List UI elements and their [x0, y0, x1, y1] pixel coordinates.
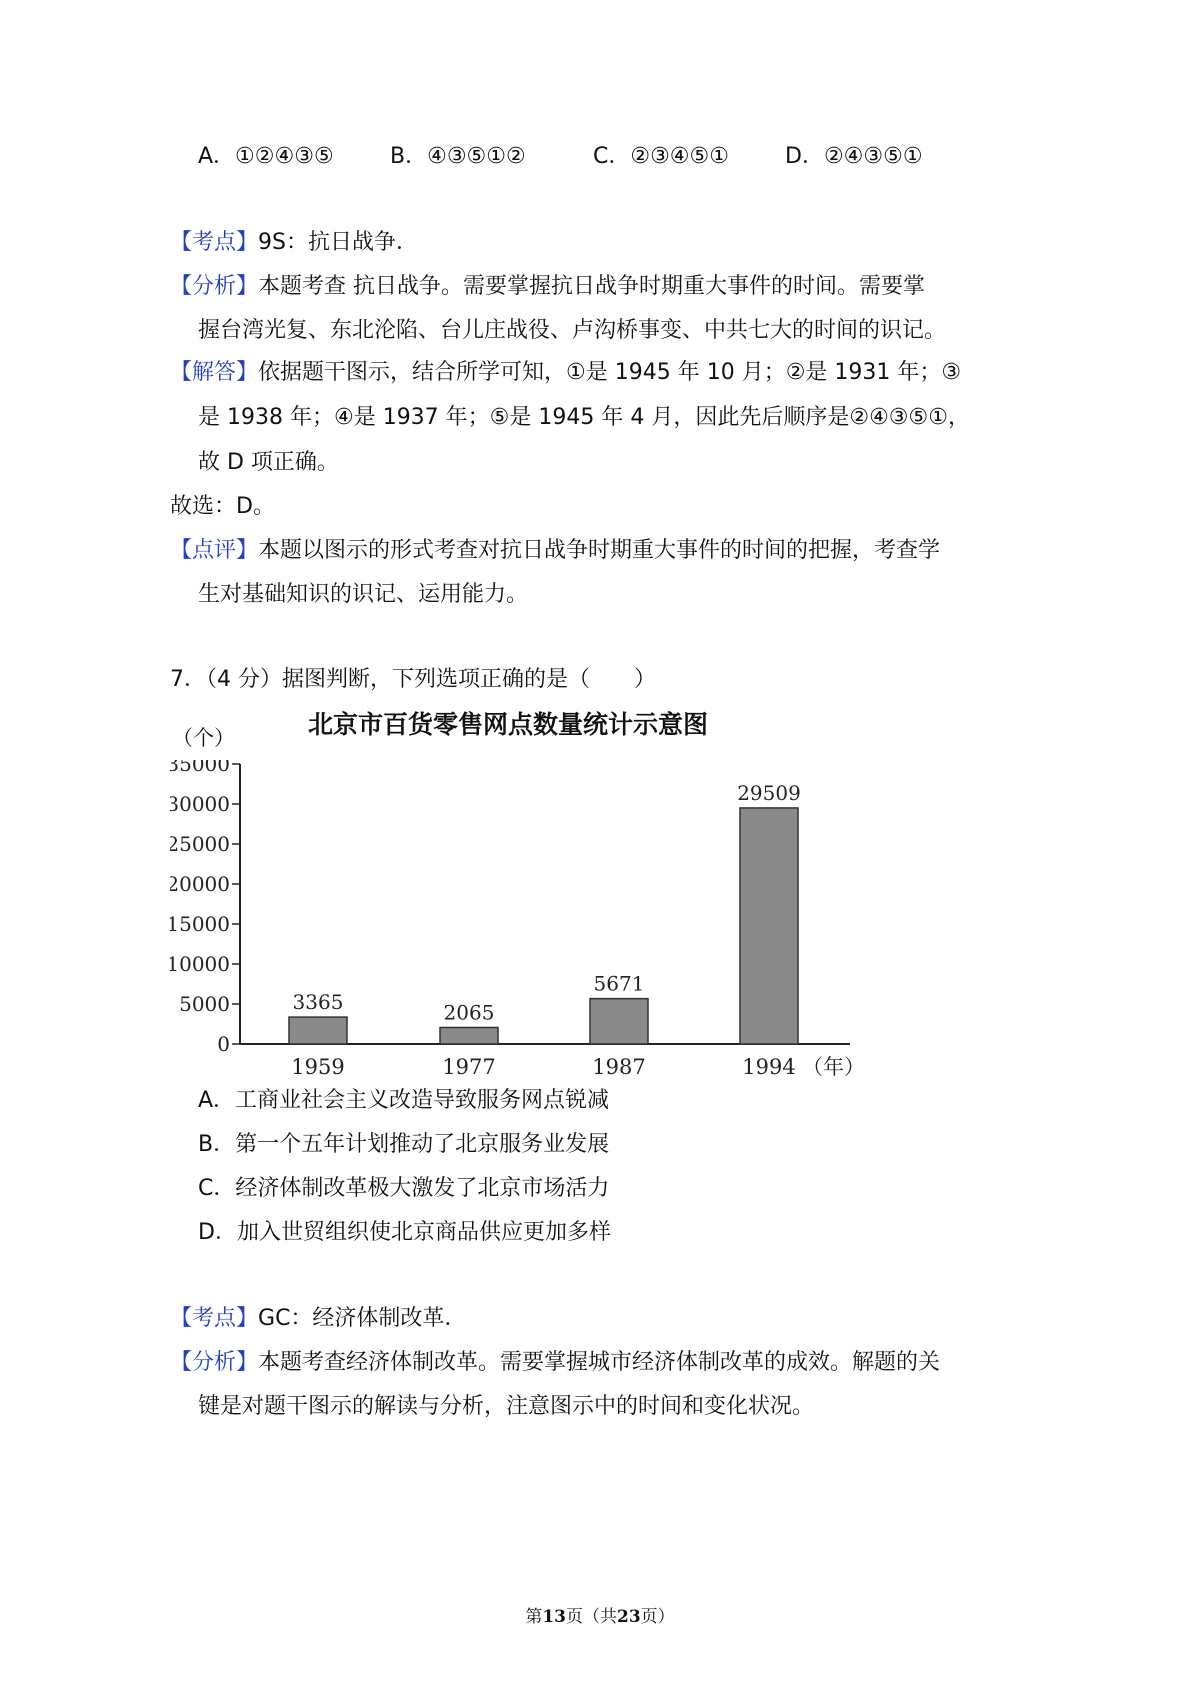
y-tick-label: 25000 — [170, 832, 230, 856]
q7-fenxi-2: 键是对题干图示的解读与分析，注意图示中的时间和变化状况。 — [198, 1394, 815, 1419]
dianping-tag: 【点评】 — [170, 538, 259, 563]
bar-value-label: 3365 — [292, 990, 344, 1015]
fenxi-tag: 【分析】 — [170, 274, 259, 299]
footer-pre: 第 — [525, 1607, 543, 1627]
chart-title: 北京市百货零售网点数量统计示意图 — [308, 710, 709, 739]
bar-1977 — [440, 1027, 498, 1044]
y-tick-label: 5000 — [179, 992, 230, 1016]
bar-value-label: 5671 — [593, 971, 645, 996]
prev-jieda-1 — [170, 358, 961, 388]
q7-option-d[interactable]: D．加入世贸组织使北京商品供应更加多样 — [198, 1220, 611, 1245]
chart-ylabel: （个） — [172, 726, 235, 750]
q7-fenxi-text-1: 本题考查经济体制改革。需要掌握城市经济体制改革的成效。解题的关 — [258, 1350, 941, 1375]
x-tick-label: 1977 — [442, 1055, 496, 1079]
prev-dianping-1 — [170, 536, 940, 566]
q7-fenxi-tag: 【分析】 — [170, 1350, 259, 1375]
bar-1987 — [590, 999, 648, 1044]
option-b[interactable]: B．④③⑤①② — [390, 144, 526, 169]
bar-1959 — [289, 1017, 347, 1044]
x-tick-label: 1994 — [742, 1055, 796, 1079]
footer-post: 页） — [640, 1607, 675, 1627]
y-tick-label: 20000 — [170, 872, 230, 896]
q7-option-a[interactable]: A．工商业社会主义改造导致服务网点锐减 — [198, 1088, 610, 1113]
prev-jieda-3: 故 D 项正确。 — [198, 450, 339, 475]
jieda-text-1: 依据题干图示，结合所学可知，①是 1945 年 10 月；②是 1931 年；③ — [258, 360, 962, 385]
prev-jieda-2: 是 1938 年；④是 1937 年；⑤是 1945 年 4 月，因此先后顺序是②④③⑤①， — [198, 405, 970, 430]
x-axis-unit-label: （年） — [802, 1055, 865, 1079]
footer-page: 13 — [542, 1607, 566, 1627]
dianping-text-1: 本题以图示的形式考查对抗日战争时期重大事件的时间的把握，考查学 — [258, 538, 941, 563]
bar-value-label: 29509 — [737, 780, 801, 805]
prev-guxuan: 故选：D。 — [170, 494, 275, 519]
q7-option-b[interactable]: B．第一个五年计划推动了北京服务业发展 — [198, 1132, 610, 1157]
q7-kaodian-tag: 【考点】 — [170, 1306, 259, 1331]
x-tick-label: 1987 — [592, 1055, 646, 1079]
prev-dianping-2: 生对基础知识的识记、运用能力。 — [198, 582, 529, 607]
q7-option-c[interactable]: C．经济体制改革极大激发了北京市场活力 — [198, 1176, 610, 1201]
fenxi-text-1: 本题考查 抗日战争。需要掌握抗日战争时期重大事件的时间。需要掌 — [258, 274, 926, 299]
q7-fenxi-1 — [170, 1348, 940, 1378]
q7-kaodian — [170, 1304, 466, 1334]
prev-kaodian — [170, 228, 418, 258]
jieda-tag: 【解答】 — [170, 360, 259, 385]
question7-stem: 7．（4 分）据图判断，下列选项正确的是（ ） — [170, 667, 656, 692]
y-tick-label: 30000 — [170, 792, 230, 816]
page-footer — [0, 1602, 1200, 1627]
prev-fenxi-1 — [170, 272, 925, 302]
option-a[interactable]: A．①②④③⑤ — [198, 144, 334, 169]
bar-1994 — [740, 808, 798, 1044]
option-c[interactable]: C．②③④⑤① — [593, 144, 729, 169]
prev-fenxi-2: 握台湾光复、东北沦陷、台儿庄战役、卢沟桥事变、中共七大的时间的识记。 — [198, 318, 947, 343]
y-tick-label: 35000 — [170, 760, 230, 776]
footer-total: 23 — [617, 1607, 641, 1627]
bar-chart — [170, 760, 930, 1180]
y-tick-label: 15000 — [170, 912, 230, 936]
q7-kaodian-text: GC：经济体制改革． — [258, 1306, 467, 1331]
bar-chart-svg — [170, 760, 930, 1180]
option-d[interactable]: D．②④③⑤① — [785, 144, 923, 169]
footer-mid: 页（共 — [566, 1607, 617, 1627]
y-tick-label: 10000 — [170, 952, 230, 976]
prev-answer-options — [198, 142, 923, 172]
bar-value-label: 2065 — [443, 1000, 495, 1025]
x-tick-label: 1959 — [291, 1055, 345, 1079]
kaodian-text: 9S：抗日战争． — [258, 230, 418, 255]
kaodian-tag: 【考点】 — [170, 230, 259, 255]
y-tick-label: 0 — [217, 1032, 230, 1056]
